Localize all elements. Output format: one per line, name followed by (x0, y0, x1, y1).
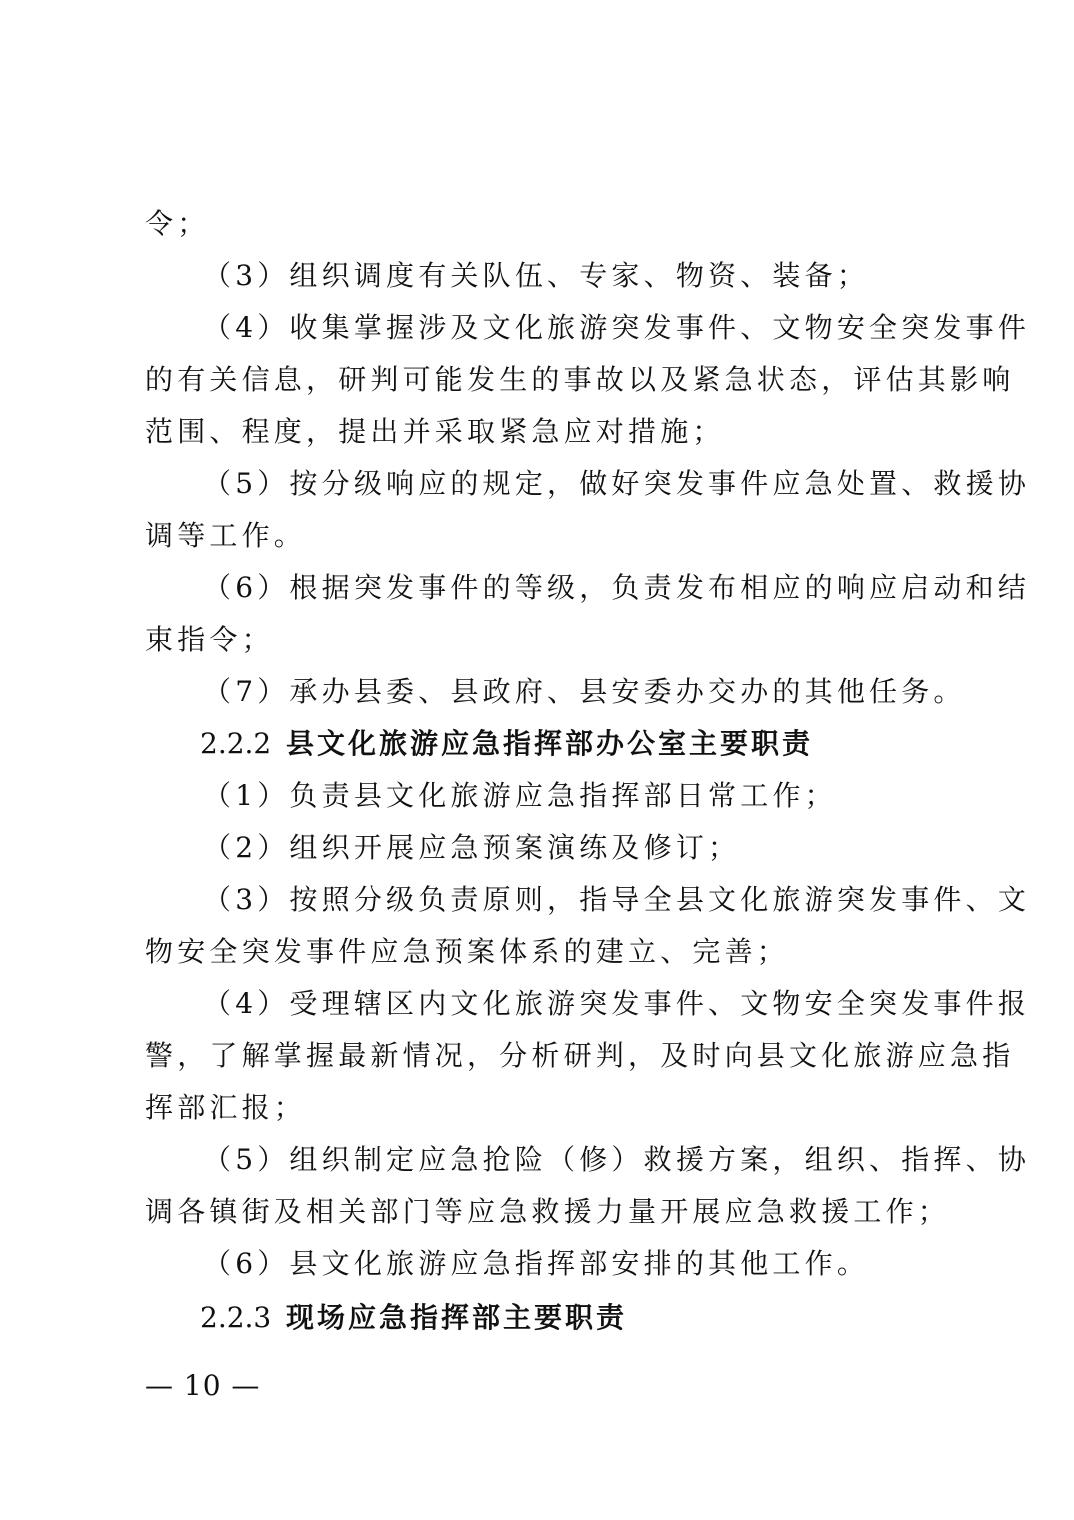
section-title: 县文化旅游应急指挥部办公室主要职责 (286, 727, 814, 760)
list-item-3: （3）按照分级负责原则，指导全县文化旅游突发事件、文 (203, 883, 1031, 916)
text-line: 挥部汇报； (145, 1091, 307, 1124)
section-heading-2-2-2 (200, 724, 980, 764)
text-line: 警，了解掌握最新情况，分析研判，及时向县文化旅游应急指 (145, 1039, 1015, 1072)
section-heading-2-2-3 (200, 1298, 980, 1338)
list-item-4: （4）收集掌握涉及文化旅游突发事件、文物安全突发事件 (203, 311, 1031, 344)
section-title: 现场应急指挥部主要职责 (286, 1301, 628, 1334)
list-item-4: （4）受理辖区内文化旅游突发事件、文物安全突发事件报 (203, 987, 1031, 1020)
text-line: 令； (145, 207, 210, 240)
list-item-1: （1）负责县文化旅游应急指挥部日常工作； (203, 779, 837, 812)
list-item-7: （7）承办县委、县政府、县安委办交办的其他任务。 (203, 675, 966, 708)
page-number: — 10 — (145, 1369, 261, 1402)
text-line: 物安全突发事件应急预案体系的建立、完善； (145, 935, 790, 968)
text-line: 调各镇街及相关部门等应急救援力量开展应急救援工作； (145, 1195, 951, 1228)
text-line: 范围、程度，提出并采取紧急应对措施； (145, 415, 725, 448)
list-item-6: （6）县文化旅游应急指挥部安排的其他工作。 (203, 1247, 870, 1280)
text-line: 调等工作。 (145, 519, 307, 552)
section-number: 2.2.3 (200, 1301, 272, 1334)
list-item-5: （5）按分级响应的规定，做好突发事件应急处置、救援协 (203, 467, 1031, 500)
list-item-6: （6）根据突发事件的等级，负责发布相应的响应启动和结 (203, 571, 1031, 604)
text-line: 的有关信息，研判可能发生的事故以及紧急状态，评估其影响 (145, 363, 1015, 396)
list-item-5: （5）组织制定应急抢险（修）救援方案，组织、指挥、协 (203, 1143, 1031, 1176)
section-number: 2.2.2 (200, 727, 272, 760)
text-line: 束指令； (145, 623, 274, 656)
list-item-3: （3）组织调度有关队伍、专家、物资、装备； (203, 259, 870, 292)
list-item-2: （2）组织开展应急预案演练及修订； (203, 831, 741, 864)
